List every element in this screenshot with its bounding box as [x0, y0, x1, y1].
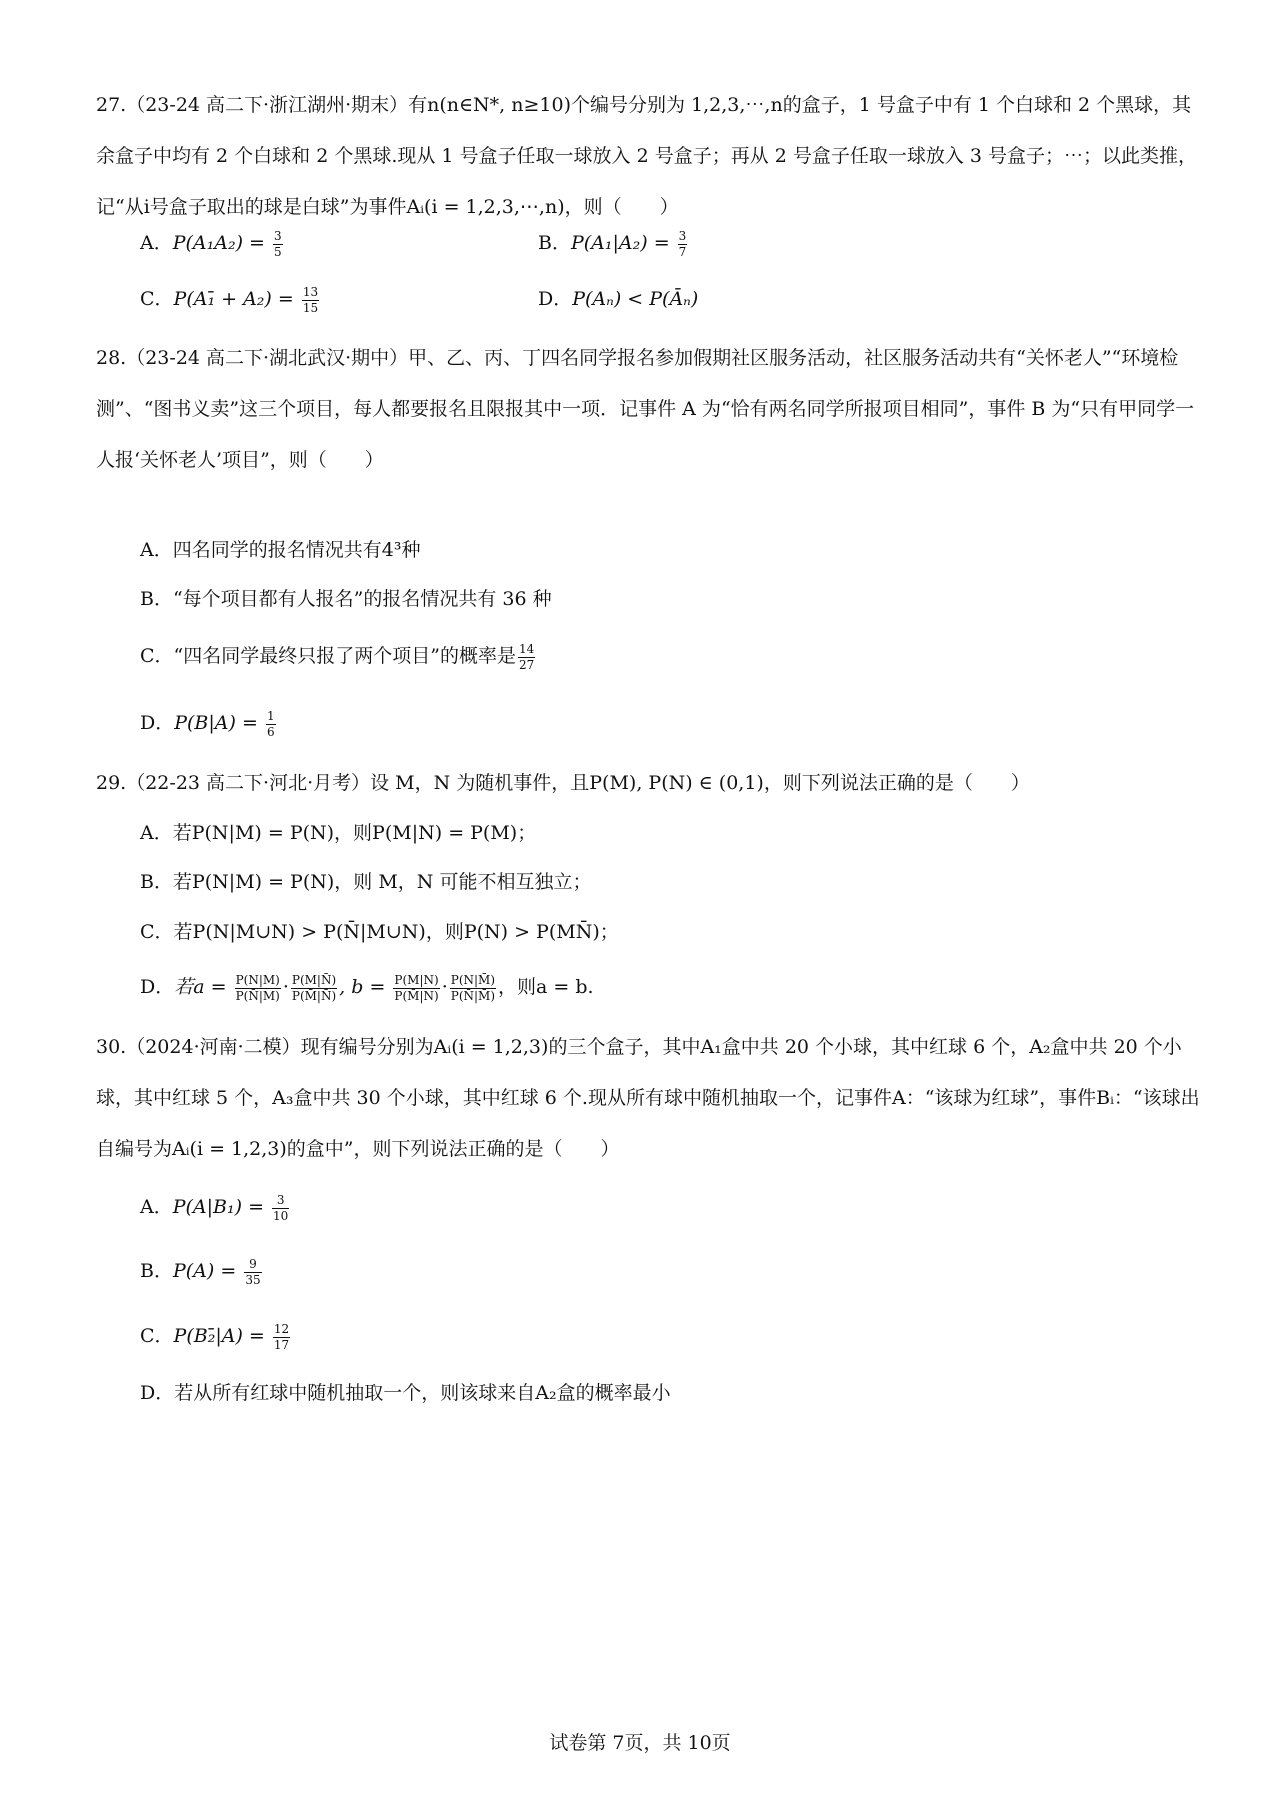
q30-option-b: B．P(A) = $\frac{9}{35}$ — [140, 1256, 261, 1287]
q30-option-c: C．P(B₂̄|A) = $\frac{12}{17}$ — [140, 1321, 290, 1352]
q29-option-a: A．若P(N|M) = P(N)，则P(M|N) = P(M)； — [140, 822, 537, 844]
page-footer: 试卷第 7页，共 10页 — [549, 1732, 731, 1754]
q27-option-a: A．P(A₁A₂) = $\frac{3}{5}$ — [140, 228, 282, 259]
q29-option-b: B．若P(N|M) = P(N)，则 M，N 可能不相互独立； — [140, 871, 592, 893]
q27-option-d: D．P(Aₙ) < P(Āₙ) — [538, 288, 699, 310]
q28-option-d: D．P(B|A) = $\frac{1}{6}$ — [140, 708, 275, 739]
question-30-text: 30.（2024·河南·二模）现有编号分别为Aᵢ(i = 1,2,3)的三个盒子，其中A₁盒中共 20 个小球，其中红球 6 个，A₂盒中共 20 个小球，其中红球 5 个，A₃盒中共 30 个小球，其中红球 6 个.现从所有球中随机抽取一个，记事件A：“该球为红球”，事件Bᵢ：“该球出自编号为Aᵢ(i = 1,2,3)的盒中”，则下列说法正确的是（ ） — [96, 1036, 1200, 1160]
q29-option-d: D．若a = $\frac{P(N|M)}{P(N̄|M)}$ · $\frac{P(M|N̄)}{P(M̄|N̄)}$ , b = $\frac{P(M|N)}{P(M̄|N)}$ · $\frac{P(N|M̄)}{P(N̄|M̄)}$ ，则a = b. — [140, 972, 594, 1003]
q29-option-c: C．若P(N|M∪N) > P(N̄|M∪N)，则P(N) > P(MN̄)； — [140, 921, 619, 943]
q30-option-d: D．若从所有红球中随机抽取一个，则该球来自A₂盒的概率最小 — [140, 1382, 671, 1404]
q30-option-a: A．P(A|B₁) = $\frac{3}{10}$ — [140, 1192, 289, 1223]
q28-option-c: C．“四名同学最终只报了两个项目”的概率是 $\frac{14}{27}$ — [140, 641, 535, 672]
q27-option-c: C．P(A₁̄ + A₂) = $\frac{13}{15}$ — [140, 284, 319, 315]
q28-option-b: B．“每个项目都有人报名”的报名情况共有 36 种 — [140, 588, 552, 610]
question-28-text: 28.（23-24 高二下·湖北武汉·期中）甲、乙、丙、丁四名同学报名参加假期社区服务活动，社区服务活动共有“关怀老人”“环境检测”、“图书义卖”这三个项目，每人都要报名且限报其中一项．记事件 A 为“恰有两名同学所报项目相同”，事件 B 为“只有甲同学一人报‘关怀老人’项目”，则（ ） — [96, 347, 1195, 471]
q28-option-a: A．四名同学的报名情况共有4³种 — [140, 539, 421, 561]
question-29-text: 29.（22-23 高二下·河北·月考）设 M，N 为随机事件，且P(M), P(N) ∈ (0,1)，则下列说法正确的是（ ） — [96, 772, 1030, 794]
q27-option-b: B．P(A₁|A₂) = $\frac{3}{7}$ — [538, 228, 687, 259]
question-27-text: 27.（23-24 高二下·浙江湖州·期末）有n(n∈N*, n≥10)个编号分别为 1,2,3,⋯,n的盒子，1 号盒子中有 1 个白球和 2 个黑球，其余盒子中均有 2 个白球和 2 个黑球.现从 1 号盒子任取一球放入 2 号盒子；再从 2 号盒子任取一球放入 3 号盒子；⋯；以此类推，记“从i号盒子取出的球是白球”为事件Aᵢ(i = 1,2,3,⋯,n)，则（ ） — [96, 94, 1198, 218]
